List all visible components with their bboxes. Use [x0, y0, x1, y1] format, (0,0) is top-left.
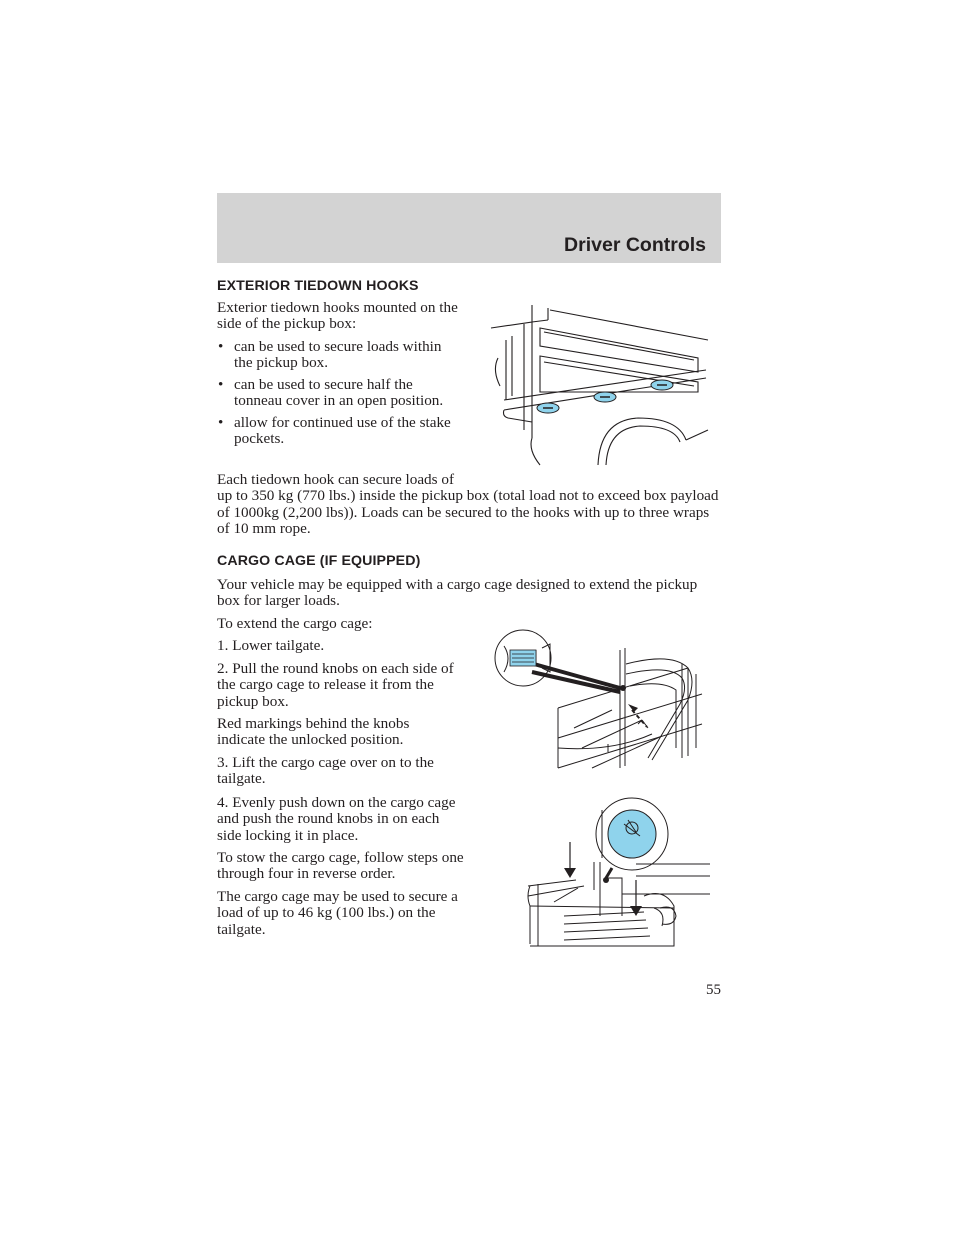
cage-push-figure: [524, 796, 710, 952]
cargo-cage-intro: Your vehicle may be equipped with a cargo cage designed to extend the pickup box for larger loads.: [217, 576, 698, 610]
tiedown-body-text: Each tiedown hook can secure loads of up to 350 kg (770 lbs.) inside the pickup box (total load not to exceed box payload of 1000kg (2,200 lbs)). Loads can be secured to the hooks with up to three wraps of 10 mm rope.: [217, 471, 719, 538]
bullet-icon: •: [218, 338, 224, 355]
bullet-text: allow for continued use of the stake pockets.: [234, 413, 451, 448]
page-number: 55: [706, 982, 721, 998]
step-3: 3. Lift the cargo cage over on to the tailgate.: [217, 754, 434, 788]
step-4: 4. Evenly push down on the cargo cage and push the round knobs in on each side locking it in place.: [217, 794, 456, 844]
truck-bed-tiedown-illustration: [488, 300, 710, 468]
cargo-cage-heading: CARGO CAGE (IF EQUIPPED): [217, 553, 421, 569]
cargo-cage-knob-push-illustration: [524, 796, 710, 952]
bullet-text: can be used to secure loads within the pickup box.: [234, 338, 442, 372]
stow-note: To stow the cargo cage, follow steps one through four in reverse order.: [217, 849, 464, 883]
bullet-text: can be used to secure half the tonneau cover in an open position.: [234, 375, 444, 410]
bullet-icon: •: [218, 375, 224, 393]
page-title: Driver Controls: [564, 234, 706, 256]
tiedown-figure: [488, 300, 710, 468]
bullet-icon: •: [218, 413, 224, 431]
section-header-band: [217, 193, 721, 263]
cargo-cage-knob-pull-illustration: [492, 628, 704, 778]
step-2: 2. Pull the round knobs on each side of the cargo cage to release it from the pickup box.: [217, 660, 454, 710]
load-note: The cargo cage may be used to secure a load of up to 46 kg (100 lbs.) on the tailgate.: [217, 888, 458, 938]
step-1: 1. Lower tailgate.: [217, 637, 325, 654]
tiedown-body: [217, 472, 723, 538]
list-item: [217, 415, 462, 448]
tiedown-heading: EXTERIOR TIEDOWN HOOKS: [217, 278, 419, 294]
tiedown-intro: Exterior tiedown hooks mounted on the side of the pickup box:: [217, 299, 458, 333]
extend-label: To extend the cargo cage:: [217, 615, 373, 632]
list-item: [217, 339, 454, 372]
list-item: [217, 377, 454, 410]
cage-pull-figure: [492, 628, 704, 778]
red-markings-note: Red markings behind the knobs indicate the unlocked position.: [217, 715, 410, 749]
tiedown-bullet-list: [217, 339, 467, 452]
